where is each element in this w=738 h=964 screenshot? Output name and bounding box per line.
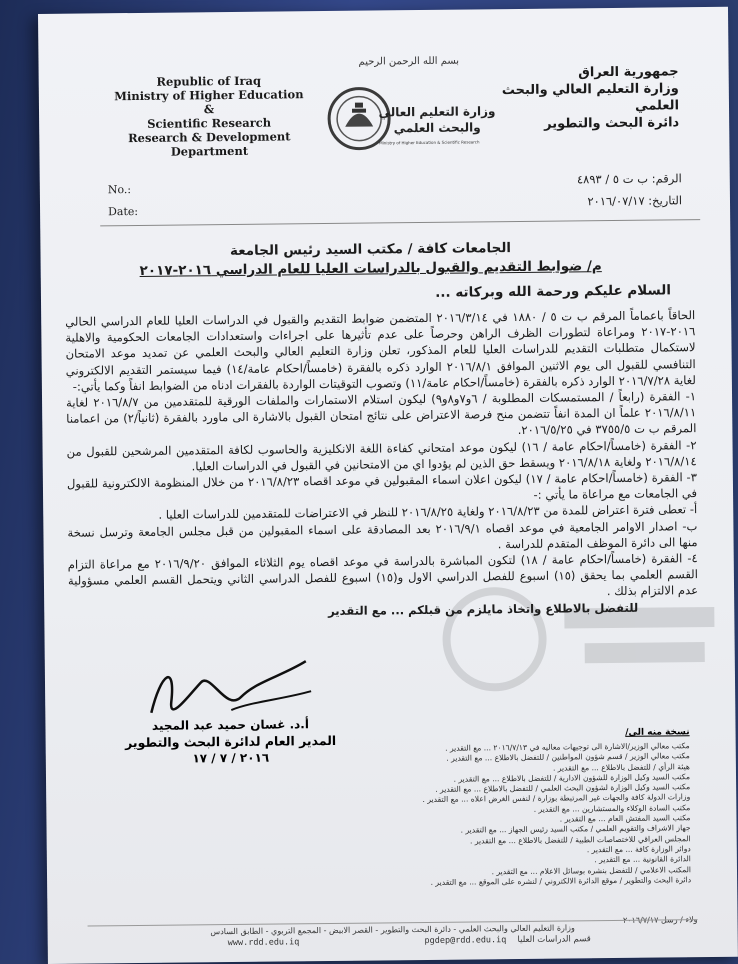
copies-list [360, 741, 691, 889]
copy-item: مكتب معالي الوزير/الاشارة الى توجيهات معاليه في ٢٠١٦/٧/١٣ ... مع التقدير . [445, 741, 690, 753]
footer-address: وزارة التعليم العالي والبحث العلمي - دائرة البحث والتطوير - القصر الابيض - المجمع التربوي - الطابق السادس [88, 919, 698, 937]
footer-website[interactable]: www.rdd.edu.iq [227, 937, 300, 949]
copy-item: مكتب السيد المفتش العام ... مع التقدير . [559, 813, 691, 824]
addressee [60, 237, 681, 306]
ref-date-arabic: التاريخ: ٢٠١٦/٠٧/١٧ [587, 193, 683, 209]
ar-header-line2: وزارة التعليم العالي والبحث العلمي [501, 81, 680, 114]
copy-item: هيئة الرأي / للتفضل بالاطلاع ... مع التقدير . [552, 761, 690, 773]
copy-item: دوائر الوزارة كافة ... مع التقدير . [586, 844, 691, 855]
svg-text:Ministry of Higher Education &: Ministry of Higher Education & Scientific Research [379, 139, 480, 146]
copy-item: مكتب السيد وكيل الوزارة لشؤون البحث العلمي / للتفضل بالاطلاع ... مع التقدير . [435, 782, 691, 795]
subject-line: م/ ضوابط التقديم والقبول بالدراسات العليا للعام الدراسي ٢٠١٦-٢٠١٧ [139, 258, 602, 279]
svg-text:والبحث العلمي: والبحث العلمي [393, 120, 481, 136]
copy-item: وزارات الدولة كافة والجهات غير المرتبطة بوزارة / لنفس الغرض اعلاه ... مع التقدير . [422, 792, 691, 805]
ref-number-label: No.: [107, 183, 132, 197]
item-3: ٣- الفقرة (خامساً/احكام عامة / ١٧) ليكون اعلان اسماء المقبولين في موعد اقصاه ٢٠١٦/٨/٢٣ من خلال المنظومة الالكترونية للقبول في الجامعات مع مراعاة ما يأتي :- [66, 470, 698, 503]
signature-block [115, 717, 345, 766]
footer-email[interactable]: pgdep@rdd.edu.iq [424, 935, 507, 947]
copy-item: الدائرة القانونية ... مع التقدير . [594, 854, 691, 865]
item-1: ١- الفقرة (رابعاً / المستمسكات المطلوبة / ٦و٧و٨و٩) ليكون استلام الاستمارات والملفات الورقية للمتقدمين من ٢٠١٦/٨/٧ لغاية ٢٠١٦/٨/١١ علماً ان المدة انفاً تتضمن منح فرصة الاعتراض على نتائج امتحان القبول بالاشارة الى ماورد بالفقرة (ثانياً/٢) من اعمامنا المرقم ب ت ٣٧٥٥/٥ في ٢٠١٦/٥/٢٥. [65, 389, 697, 438]
ref-number-arabic: الرقم: ب ت ٥ / ٤٨٩٣ [576, 171, 682, 187]
signatory-role: المدير العام لدائرة البحث والتطوير [125, 732, 337, 751]
ministry-logo [319, 59, 496, 181]
addressee-line: الجامعات كافة / مكتب السيد رئيس الجامعة [229, 240, 512, 260]
copy-item: دائرة البحث والتطوير / موقع الدائرة الالكتروني / لنشره على الموقع ... مع التقدير . [430, 875, 692, 887]
copy-item: المكتب الاعلامي / للتفضل بنشره بوسائل الاعلام ... مع التقدير . [491, 864, 692, 876]
ar-header-line3: دائرة البحث والتطوير [543, 115, 680, 132]
signatory-name: أ.د. غسان حميد عبد المجيد [151, 717, 309, 733]
letter-body [65, 307, 698, 621]
footer-email-label: قسم الدراسات العليا [517, 934, 591, 946]
ar-header-line1: جمهورية العراق [578, 64, 679, 81]
footer-contact [228, 933, 698, 948]
en-header-line2: Ministry of Higher Education & [114, 87, 304, 117]
copies-title: نسخة منه الى/ [625, 727, 690, 738]
copy-item: مكتب معالي الوزير / قسم شؤون المواطنين / للتفضل بالاطلاع ... مع التقدير . [446, 751, 690, 764]
copy-item: مكتب السادة الوكلاء والمستشارين ... مع التقدير . [533, 802, 691, 814]
english-letterhead [109, 73, 310, 159]
en-header-line4: Research & Development [127, 129, 291, 146]
copy-item: مكتب السيد وكيل الوزارة للشؤون الادارية / للتفضل بالاطلاع ... مع التقدير . [453, 772, 691, 784]
ref-date-label: Date: [108, 204, 139, 219]
item-3a: أ- تعطى فترة اعتراض للمدة من ٢٠١٦/٨/٢٣ ولغاية ٢٠١٦/٨/٢٥ للنظر في الاعتراضات للمتقدمين للدراسات العليا . [158, 502, 698, 523]
basmala: بسم الله الرحمن الرحيم [358, 55, 460, 68]
en-header-line3: Scientific Research [147, 115, 272, 131]
en-header-line5: Department [170, 143, 249, 159]
typist-ref: ولاء / رسل ٢٠١٦/٧/١٧ [622, 915, 698, 925]
copy-item: المجلس العراقي للاختصاصات الطبية / للتفضل بالاطلاع ... مع التقدير . [469, 833, 691, 846]
body-intro: الحاقاً باعماماً المرقم ب ت ٥ / ١٨٨٠ في ٢٠١٦/٣/١٤ المتضمن ضوابط التقديم والقبول في الدراسات العليا للعام الدراسي الحالي ٢٠١٦-٢٠١٧ ومراعاة لتطورات الظرف الراهن وحرصاً على عدم تأثيرها على اجراءات واستعدادات الجامعات الحكومية والاهلية لاستكمال متطلبات التقديم للدراسات العليا للعام المذكور، تعلن وزارة التعليم العالي والبحث العلمي عن تمديد موعد الامتحان التنافسي للقبول الى يوم الاثنين الموافق ٢٠١٦/٨/١ الوارد ذكره بالفقرة (خامساً/احكام عامة/١٤) فيما سيستمر التقديم الالكتروني لغاية ٢٠١٦/٧/٢٨ الوارد ذكره بالفقرة (خامساً/احكام عامة/١١) وتصوب التوقيتات الواردة بالفقرات ادناه من الضوابط انفاً وكما يأتي:- [65, 308, 696, 394]
en-header-line1: Republic of Iraq [156, 73, 262, 89]
item-2: ٢- الفقرة (خامساً/احكام عامة / ١٦) ليكون موعد امتحاني كفاءة اللغة الانكليزية والحاسوب لكافة المتقدمين المرشحين للقبول من ٢٠١٦/٨/١٤ ولغاية ٢٠١٦/٨/١٨ ويسقط حق الذين لم يؤدوا اي من الامتحانين في القبول في الدراسات العليا. [66, 437, 697, 474]
letter-page [38, 7, 738, 964]
item-3b: ب- اصدار الاوامر الجامعية في موعد اقصاه ٢٠١٦/٩/١ بعد المصادقة على اسماء المقبولين من قبل مجلس الجامعة وترسل نسخة منها الى دائرة الموظف المتقدم للدراسة . [67, 518, 698, 552]
closing: للتفضل بالاطلاع واتخاذ مايلزم من قبلكم ... مع التقدير [327, 600, 639, 618]
svg-text:وزارة التعليم العالي: وزارة التعليم العالي [378, 104, 496, 120]
item-4: ٤- الفقرة (خامساً/احكام عامة / ١٨) لتكون المباشرة بالدراسة في موعد اقصاه يوم الثلاثاء الموافق ٢٠١٦/٩/٢٠ مع مراعاة التزام القسم العلمي بما يحقق (١٥) اسبوع للفصل الدراسي الاول و(١٥) اسبوع للفصل الدراسي الثاني ويتحمل القسم العلمي مسؤولية عدم الالتزام بذلك . [67, 551, 699, 599]
header-divider [100, 219, 700, 226]
copy-item: جهاز الاشراف والتقويم العلمي / مكتب السيد رئيس الجهاز ... مع التقدير . [460, 823, 691, 835]
signature-date: ٢٠١٦ / ٧ / ١٧ [192, 750, 270, 766]
greeting: السلام عليكم ورحمة الله وبركاته ... [435, 282, 672, 301]
arabic-letterhead [479, 63, 680, 133]
